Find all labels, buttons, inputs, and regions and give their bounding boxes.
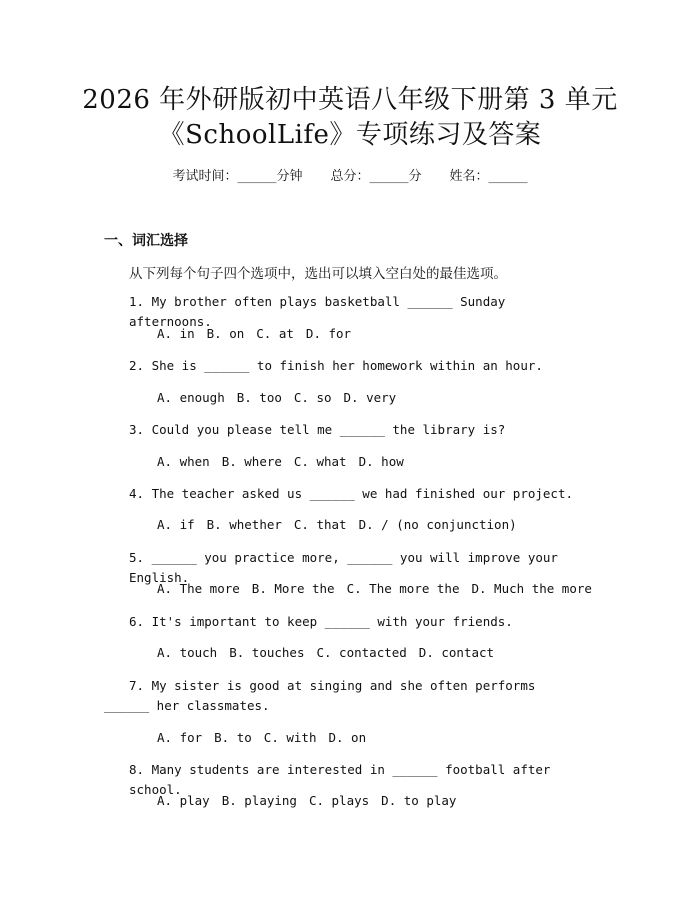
option: B. on	[206, 326, 245, 341]
option: A. touch	[157, 645, 218, 660]
option: B. where	[221, 454, 282, 469]
option: A. play	[157, 793, 210, 808]
option: B. playing	[221, 793, 297, 808]
option: B. touches	[229, 645, 305, 660]
option: A. if	[157, 517, 195, 532]
question-1: 1. My brother often plays basketball ______ Sunday afternoons.	[129, 294, 513, 329]
option: A. when	[157, 454, 210, 469]
option: D. / (no conjunction)	[358, 517, 517, 532]
option: C. what	[293, 454, 347, 469]
question-2-options	[157, 389, 408, 407]
question-6: 6. It's important to keep ______ with your friends.	[129, 614, 513, 629]
student-name-field: 姓名：______	[449, 169, 528, 184]
option: A. The more	[157, 581, 240, 596]
option: D. for	[305, 326, 352, 341]
option: C. with	[263, 730, 317, 745]
option: C. so	[293, 390, 332, 405]
question-7: 7. My sister is good at singing and she often performs ______ her classmates.	[104, 678, 543, 713]
option: D. on	[328, 730, 367, 745]
question-4: 4. The teacher asked us ______ we had finished our project.	[129, 486, 574, 501]
total-score-field: 总分：______分	[330, 169, 422, 184]
question-2: 2. She is ______ to finish her homework within an hour.	[129, 358, 543, 373]
exam-meta	[0, 168, 700, 186]
option: C. plays	[308, 793, 370, 808]
document-title-line1: 2026 年外研版初中英语八年级下册第 3 单元	[82, 85, 618, 115]
option: C. The more the	[346, 581, 460, 596]
exam-time-field: 考试时间：______分钟	[172, 169, 303, 184]
question-3: 3. Could you please tell me ______ the library is?	[129, 422, 506, 437]
question-8-options	[157, 792, 468, 810]
question-1-options	[157, 325, 363, 343]
option: D. contact	[418, 645, 495, 660]
option: B. whether	[206, 517, 282, 532]
option: D. how	[358, 454, 404, 469]
question-8: 8. Many students are interested in ______ football after school.	[129, 762, 558, 797]
section-intro: 从下列每个句子四个选项中，选出可以填入空白处的最佳选项。	[129, 266, 507, 282]
option: B. More the	[251, 581, 335, 596]
option: B. too	[236, 390, 282, 405]
question-3-options	[157, 453, 416, 471]
question-6-options	[157, 644, 506, 662]
option: A. in	[157, 326, 195, 341]
option: C. that	[293, 517, 347, 532]
option: B. to	[214, 730, 252, 745]
option: C. contacted	[316, 645, 407, 660]
document-title-line2: 《SchoolLife》专项练习及答案	[158, 120, 542, 150]
option: D. to play	[381, 793, 457, 808]
option: D. very	[343, 390, 397, 405]
section-title: 一、词汇选择	[104, 233, 188, 249]
question-5-options	[157, 580, 604, 598]
question-4-options	[157, 516, 529, 534]
question-5: 5. ______ you practice more, ______ you will improve your English.	[129, 550, 566, 585]
option: A. for	[157, 730, 203, 745]
question-7-options	[157, 729, 378, 747]
option: D. Much the more	[471, 581, 592, 596]
option: C. at	[256, 326, 294, 341]
option: A. enough	[157, 390, 225, 405]
